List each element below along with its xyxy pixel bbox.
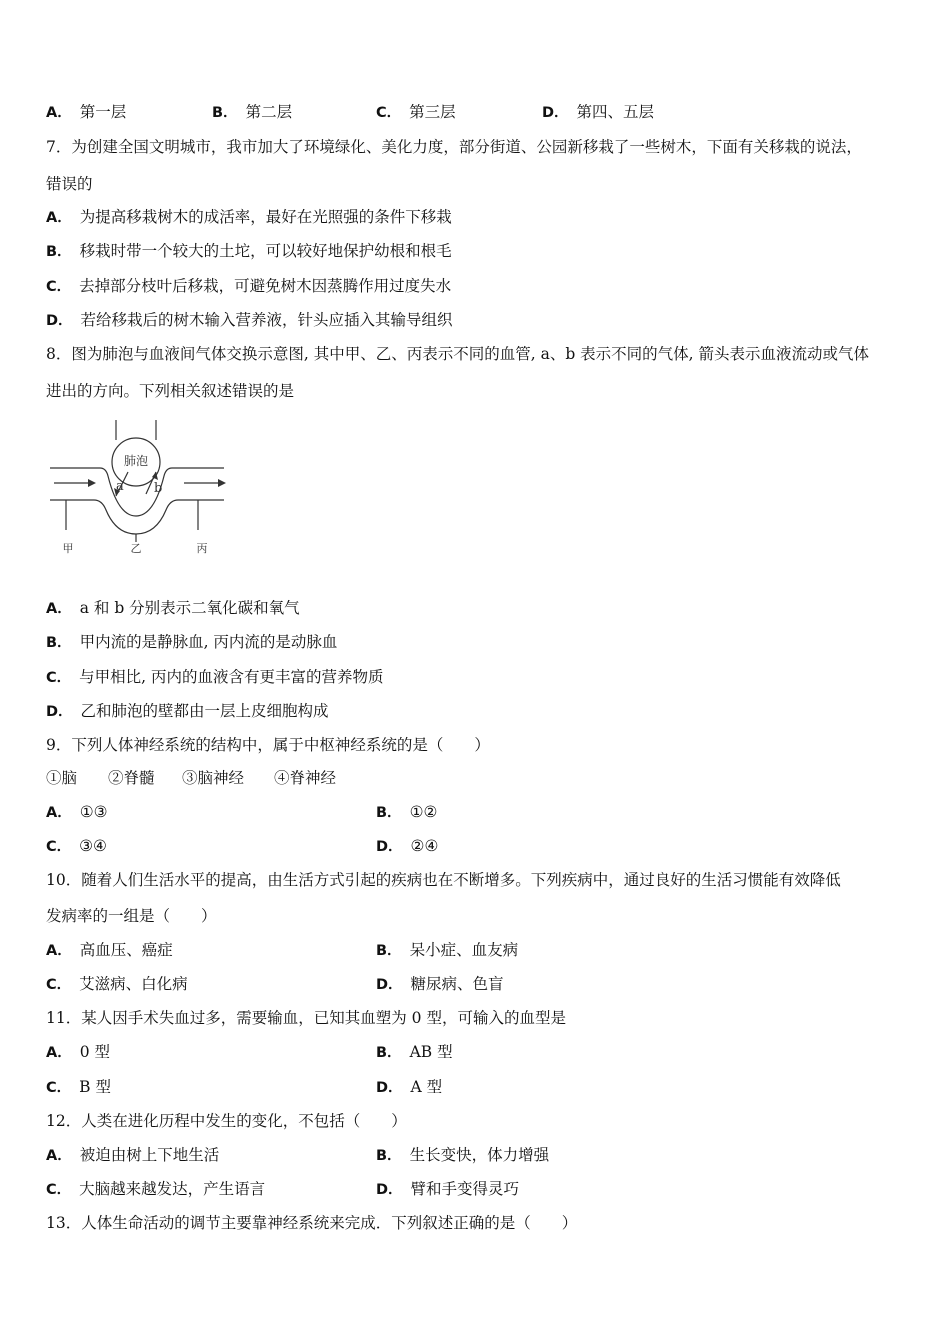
q11-option-d: D． A 型 <box>376 1078 443 1096</box>
q7-option-b: B． 移栽时带一个较大的土坨，可以较好地保护幼根和根毛 <box>46 242 452 260</box>
q8-stem-line2: 进出的方向。下列相关叙述错误的是 <box>46 382 295 400</box>
q9-stem: 9．下列人体神经系统的结构中，属于中枢神经系统的是（ ） <box>46 736 490 754</box>
q12-option-b: B． 生长变快，体力增强 <box>376 1146 550 1164</box>
alveolus-label: 肺泡 <box>123 454 149 468</box>
q8-option-c: C． 与甲相比, 丙内的血液含有更丰富的营养物质 <box>46 668 384 686</box>
q9-item-2: ②脊髓 <box>108 769 155 787</box>
q6-option-c: C． 第三层 <box>376 103 456 121</box>
flow-arrowhead-right <box>218 479 226 487</box>
vessel-bing-label: 丙 <box>196 542 208 555</box>
q6-option-d: D． 第四、五层 <box>542 103 655 121</box>
q10-option-c: C． 艾滋病、白化病 <box>46 975 188 993</box>
q7-stem-line2: 错误的 <box>46 175 93 193</box>
q8-stem-line1: 8．图为肺泡与血液间气体交换示意图, 其中甲、乙、丙表示不同的血管, a、b 表示不同的气体, 箭头表示血液流动或气体 <box>46 345 870 363</box>
q10-option-a: A． 高血压、癌症 <box>46 941 173 959</box>
q12-option-c: C． 大脑越来越发达，产生语言 <box>46 1180 266 1198</box>
q11-options-row2 <box>46 1077 920 1097</box>
q12-options-row2 <box>46 1179 920 1199</box>
q9-option-b: B． ①② <box>376 803 438 821</box>
q7-option-d: D． 若给移栽后的树木输入营养液，针头应插入其输导组织 <box>46 311 453 329</box>
vessel-jia-label: 甲 <box>62 542 74 555</box>
q12-option-d: D． 臂和手变得灵巧 <box>376 1180 520 1198</box>
q11-stem: 11．某人因手术失血过多，需要输血，已知其血塑为 0 型，可输入的血型是 <box>46 1009 566 1027</box>
q9-item-4: ④脊神经 <box>274 769 337 787</box>
q8-option-b: B． 甲内流的是静脉血, 丙内流的是动脉血 <box>46 633 338 651</box>
q9-items <box>46 768 920 788</box>
q10-stem-line2: 发病率的一组是（ ） <box>46 907 217 925</box>
q12-option-a: A． 被迫由树上下地生活 <box>46 1146 220 1164</box>
gas-a-label: a <box>116 479 124 494</box>
q9-item-3: ③脑神经 <box>182 769 245 787</box>
q9-options-row2 <box>46 836 920 856</box>
q12-stem: 12．人类在进化历程中发生的变化，不包括（ ） <box>46 1112 407 1130</box>
q11-options-row1 <box>46 1042 920 1062</box>
q10-options-row1 <box>46 940 920 960</box>
q6-option-a: A． 第一层 <box>46 103 127 121</box>
q8-option-a: A． a 和 b 分别表示二氧化碳和氧气 <box>46 599 300 617</box>
q8-option-d: D． 乙和肺泡的壁都由一层上皮细胞构成 <box>46 702 329 720</box>
q7-option-c: C． 去掉部分枝叶后移栽，可避免树木因蒸腾作用过度失水 <box>46 277 452 295</box>
q7-stem-line1: 7．为创建全国文明城市，我市加大了环境绿化、美化力度，部分街道、公园新移栽了一些树木，下面有关移栽的说法， <box>46 138 862 156</box>
q6-options <box>46 102 920 122</box>
flow-arrowhead-left <box>88 479 96 487</box>
q9-option-c: C． ③④ <box>46 837 107 855</box>
q6-option-b: B． 第二层 <box>212 103 293 121</box>
q10-option-d: D． 糖尿病、色盲 <box>376 975 504 993</box>
q11-option-c: C． B 型 <box>46 1078 111 1096</box>
alveolus-gas-exchange-diagram <box>46 410 236 570</box>
q9-options-row1 <box>46 802 920 822</box>
vessel-yi-label: 乙 <box>130 542 142 555</box>
q11-option-b: B． AB 型 <box>376 1043 453 1061</box>
q10-stem-line1: 10．随着人们生活水平的提高，由生活方式引起的疾病也在不断增多。下列疾病中，通过良好的生活习惯能有效降低 <box>46 871 841 889</box>
q11-option-a: A． 0 型 <box>46 1043 111 1061</box>
q10-options-row2 <box>46 974 920 994</box>
q9-item-1: ①脑 <box>46 769 78 787</box>
q9-option-d: D． ②④ <box>376 837 439 855</box>
q7-option-a: A． 为提高移栽树木的成活率，最好在光照强的条件下移栽 <box>46 208 452 226</box>
q12-options-row1 <box>46 1145 920 1165</box>
q9-option-a: A． ①③ <box>46 803 108 821</box>
q13-stem: 13．人体生命活动的调节主要靠神经系统来完成．下列叙述正确的是（ ） <box>46 1214 578 1232</box>
q10-option-b: B． 呆小症、血友病 <box>376 941 519 959</box>
gas-b-label: b <box>154 481 163 496</box>
